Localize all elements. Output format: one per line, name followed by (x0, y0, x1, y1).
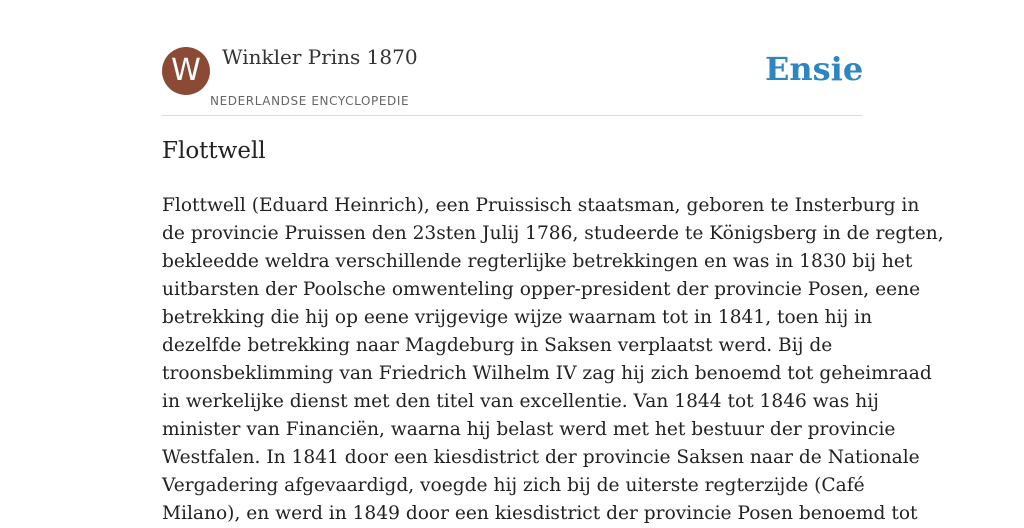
source-avatar[interactable]: W (162, 47, 210, 95)
body-line: Westfalen. In 1841 door een kiesdistrict der provincie Saksen naar de Nationale (162, 447, 920, 468)
body-line: betrekking die hij op eene vrijgevige wijze waarnam tot in 1841, toen hij in (162, 307, 873, 328)
body-line: Milano), en werd in 1849 door een kiesdistrict der provincie Posen benoemd tot (162, 503, 918, 524)
body-line: bekleedde weldra verschillende regterlijke betrekkingen en was in 1830 bij het (162, 251, 913, 272)
body-line: de provincie Pruissen den 23sten Julij 1786, studeerde te Königsberg in de regten, (162, 223, 944, 244)
body-line: troonsbeklimming van Friedrich Wilhelm IV zag hij zich benoemd tot geheimraad (162, 363, 932, 384)
body-line: Flottwell (Eduard Heinrich), een Pruissisch staatsman, geboren te Insterburg in (162, 195, 920, 216)
body-line: Vergadering afgevaardigd, voegde hij zich bij de uiterste regterzijde (Café (162, 475, 865, 496)
body-line: minister van Financiën, waarna hij belast werd met het bestuur der provincie (162, 419, 896, 440)
body-line: uitbarsten der Poolsche omwenteling opper-president der provincie Posen, eene (162, 279, 921, 300)
source-subtitle: NEDERLANDSE ENCYCLOPEDIE (210, 94, 410, 108)
header-divider (162, 115, 862, 116)
source-title[interactable]: Winkler Prins 1870 (222, 45, 418, 69)
body-line: in werkelijke dienst met den titel van excellentie. Van 1844 tot 1846 was hij (162, 391, 879, 412)
body-line: dezelfde betrekking naar Magdeburg in Saksen verplaatst werd. Bij de (162, 335, 833, 356)
entry-body (162, 192, 944, 528)
entry-title: Flottwell (162, 138, 266, 164)
ensie-logo[interactable]: Ensie (765, 50, 864, 88)
